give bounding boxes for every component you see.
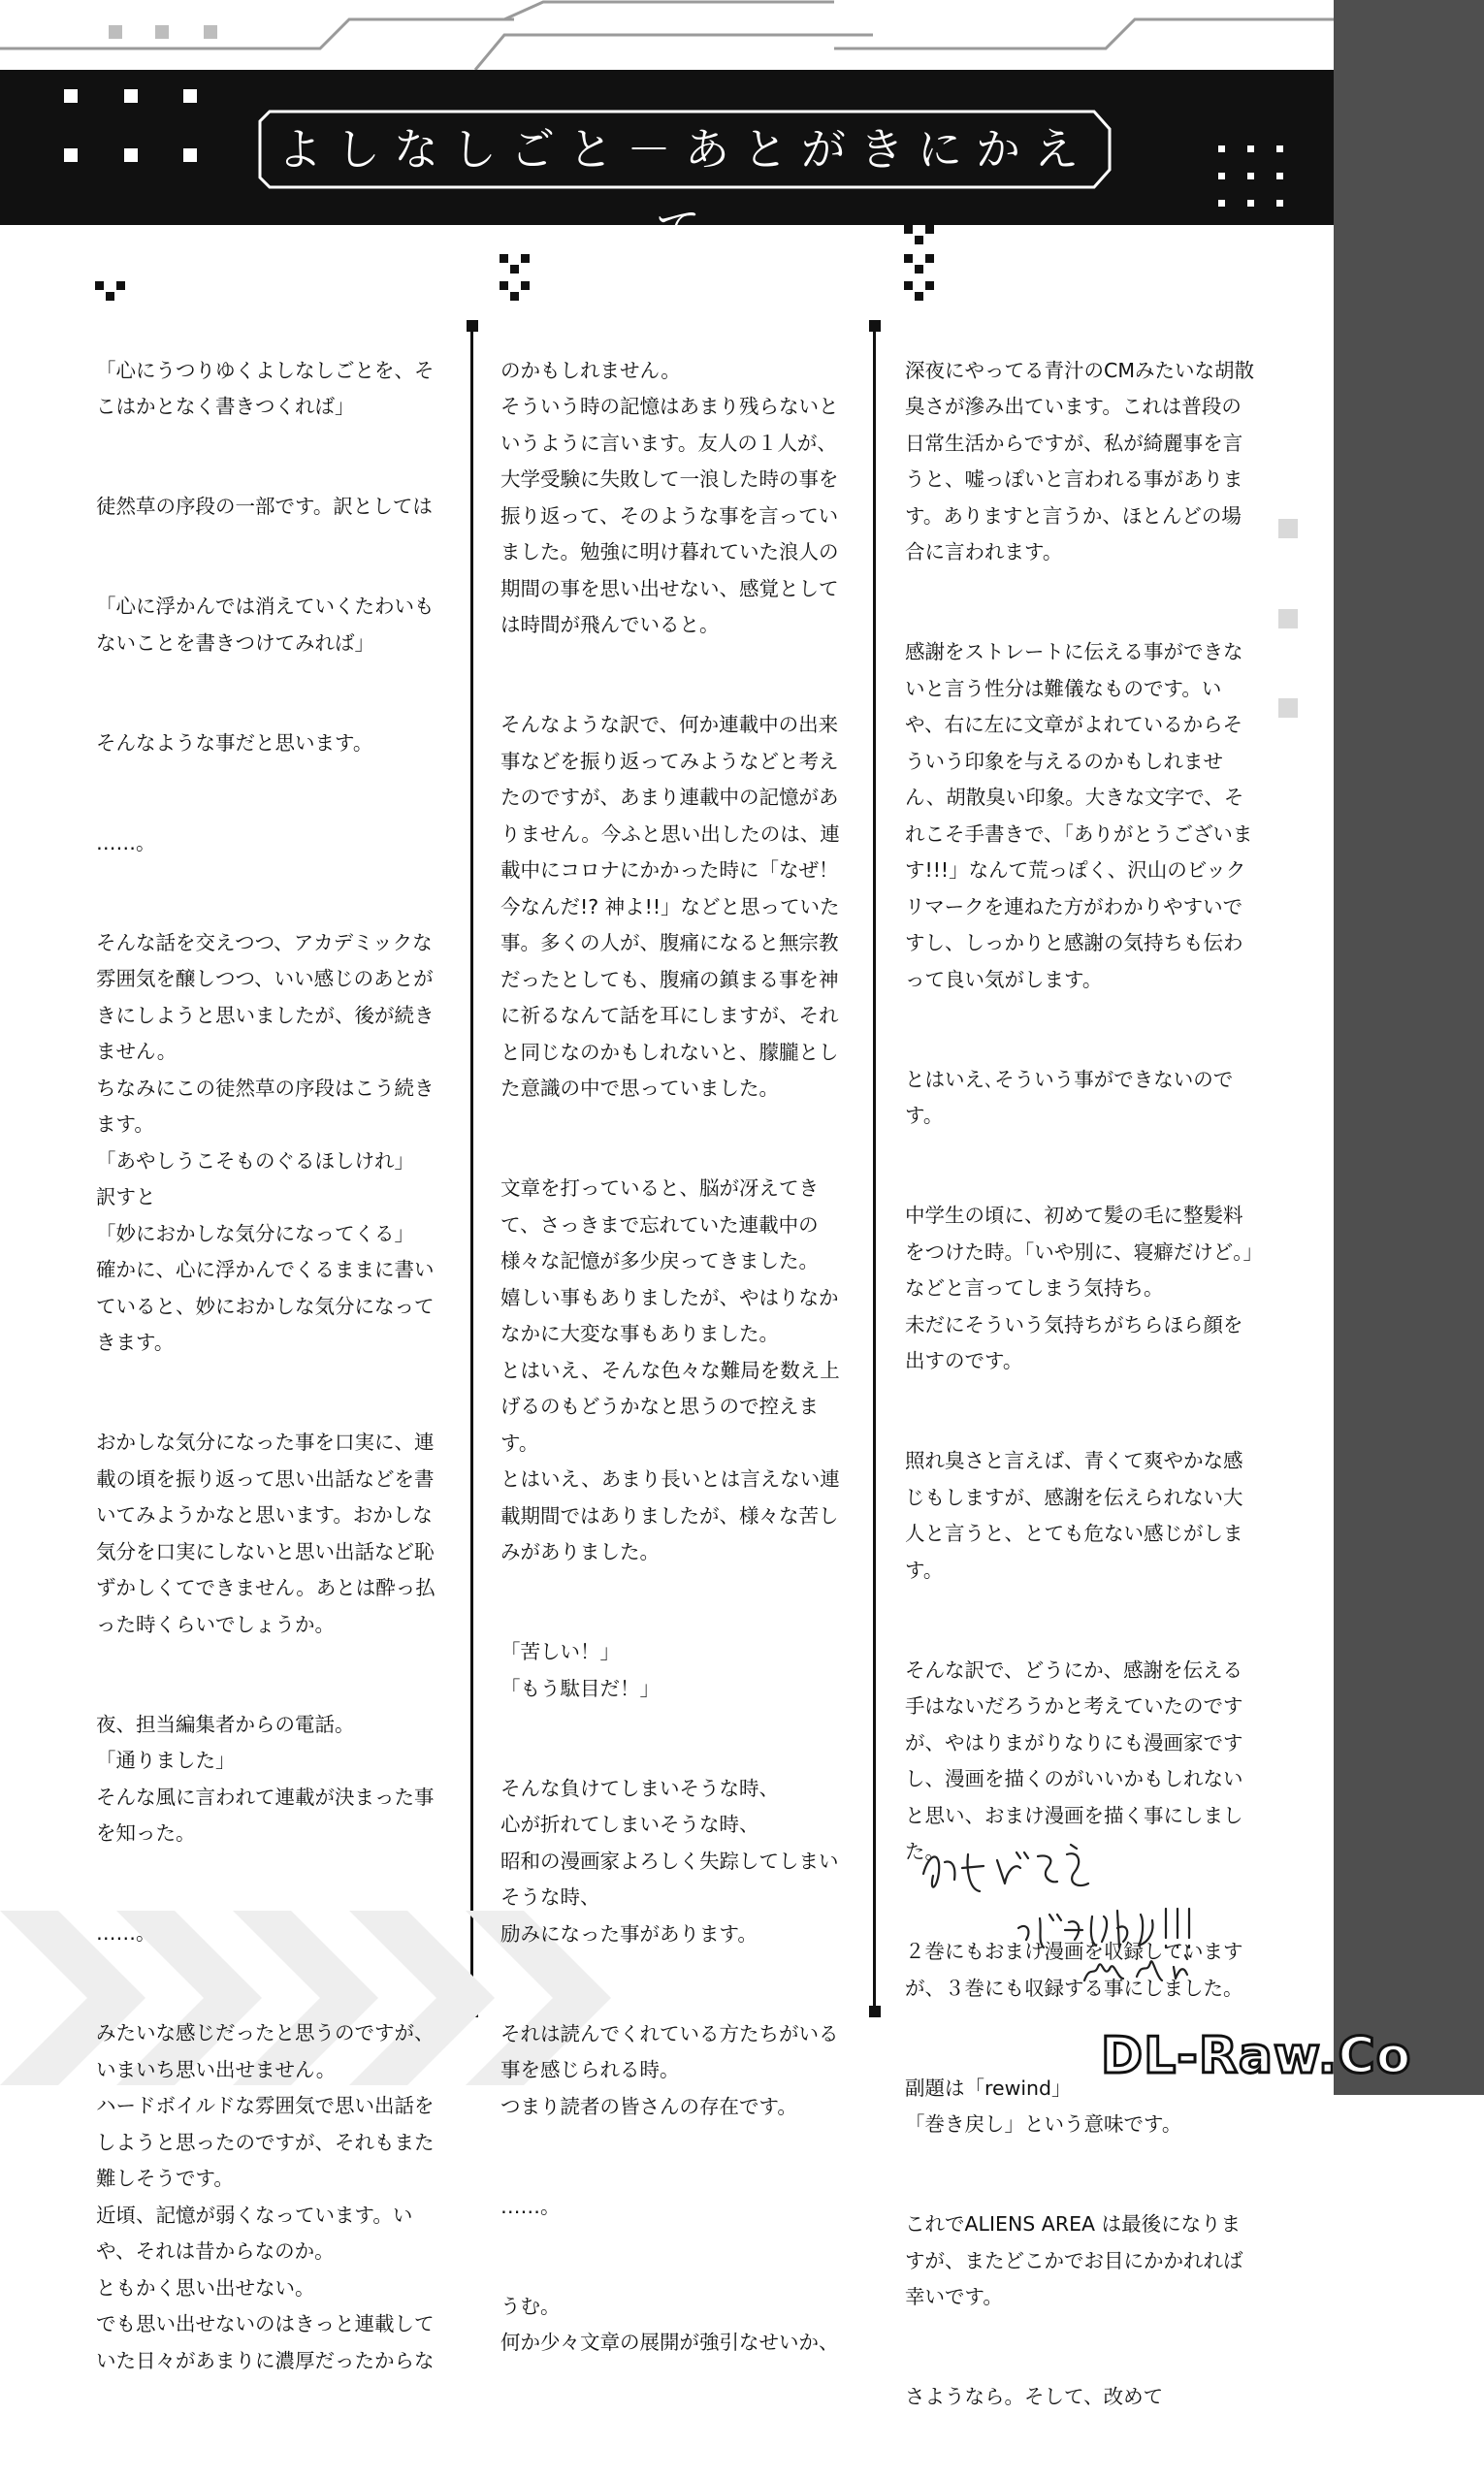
paragraph: 感謝をストレートに伝える事ができないと言う性分は難儀なものです。いや、右に左に文章がよれているからそういう印象を与えるのかもしれません、胡散臭い印象。大きな文字で、それこそ手書きで、「ありがとうございます!!!」なんて荒っぽく、沢山のビックリマークを連ねた方がわかりやすいですし、しっかりと感謝の気持ちも伝わって良い気がします。 [905, 640, 1253, 991]
side-square [1278, 698, 1298, 718]
text-column-2 [500, 316, 850, 2425]
paragraph: そんな訳で、どうにか、感謝を伝える手はないだろうかと考えていたのですが、やはりまがりなりにも漫画家ですし、漫画を描くのがいいかもしれないと思い、おまけ漫画を描く事にしました。 [905, 1658, 1243, 1863]
header-dot [183, 148, 197, 162]
column-marker [904, 225, 937, 248]
paragraph: 文章を打っていると、脳が冴えてきて、さっきまで忘れていた連載中の様々な記憶が多少戻ってきました。 嬉しい事もありましたが、やはりなかなかに大変な事もありました。 とはいえ、そんな色々な難局を数え上げるのもどうかなと思うので控えます。 とはいえ、あまり長いとは言えない連載期間ではありましたが、様々な苦しみがありました。 [500, 1176, 840, 1563]
paragraph: 照れ臭さと言えば、青くて爽やかな感じもしますが、感謝を伝えられない大人と言うと、とても危ない感じがします。 [905, 1449, 1243, 1582]
text-column-3 [905, 316, 1254, 2479]
paragraph: のかもしれません。 そういう時の記憶はあまり残らないというように言います。友人の１人が、大学受験に失敗して一浪した時の事を振り返って、そのような事を言っていました。勉強に明け暮れていた浪人の期間の事を思い出せない、感覚としては時間が飛んでいると。 [500, 358, 839, 636]
handwritten-signature [912, 1833, 1261, 2008]
paragraph: そんなような訳で、何か連載中の出来事などを振り返ってみようなどと考えたのですが、あまり連載中の記憶がありません。今ふと思い出したのは、連載中にコロナにかかった時に「なぜ！ 今なんだ!? 神よ!!」などと思っていた事。多くの人が、腹痛になると無宗教だったとしても、腹痛の鎮まる事を神に祈るなんて話を耳にしますが、それと同じなのかもしれないと、朦朧とした意識の中で思っていました。 [500, 713, 840, 1100]
column-marker [904, 254, 937, 277]
top-circuit-decoration [0, 0, 1334, 78]
header-dot [64, 89, 78, 103]
paragraph: ……。 [96, 1921, 156, 1945]
paragraph: そんな負けてしまいそうな時、 心が折れてしまいそうな時、 昭和の漫画家よろしく失踪してしまいそうな時、 励みになった事があります。 [500, 1776, 839, 1946]
paragraph: 夜、担当編集者からの電話。 「通りました」 そんな風に言われて連載が決まった事を知った。 [96, 1712, 435, 1845]
header-dot-grid [1218, 145, 1286, 213]
header-dot [183, 89, 197, 103]
side-strip [1334, 0, 1484, 2095]
column-marker [500, 254, 532, 277]
column-marker [95, 281, 128, 305]
column-divider [470, 320, 473, 2017]
header-dot [64, 148, 78, 162]
header-dot [124, 148, 138, 162]
paragraph: みたいな感じだったと思うのですが、いまいち思い出せません。 ハードボイルドな雰囲気で思い出話をしようと思ったのですが、それもまた難しそうです。 近頃、記憶が弱くなっています。いや、それは昔からなのか。 ともかく思い出せない。 でも思い出せないのはきっと連載していた日々があまりに濃厚だったからな [96, 2021, 435, 2372]
side-square [1278, 519, 1298, 538]
paragraph: これでALIENS AREA は最後になりますが、またどこかでお目にかかれれば幸いです。 [905, 2212, 1243, 2308]
paragraph: そんなような事だと思います。 [96, 730, 373, 755]
paragraph: 徒然草の序段の一部です。訳としては [96, 495, 433, 518]
paragraph: おかしな気分になった事を口実に、連載の頃を振り返って思い出話などを書いてみようかなと思います。おかしな気分を口実にしないと思い出話など恥ずかしくてできません。あとは酔っ払った時くらいでしょうか。 [96, 1431, 436, 1636]
page-title: よしなしごと－あとがきにかえて [277, 123, 1092, 255]
paragraph: とはいえ､そういう事ができないのです。 [905, 1067, 1234, 1127]
column-divider [873, 320, 876, 2017]
paragraph: ……。 [500, 2194, 561, 2218]
paragraph: それは読んでくれている方たちがいる事を感じられる時。 つまり読者の皆さんの存在です。 [500, 2021, 839, 2118]
paragraph: さようなら。そして、改めて [905, 2385, 1164, 2408]
column-divider-cap [869, 320, 881, 332]
column-marker [500, 281, 532, 305]
column-divider-cap [467, 320, 478, 332]
paragraph: 中学生の頃に、初めて髪の毛に整髪料をつけた時。「いや別に、寝癖だけど。」などと言ってしまう気持ち。 未だにそういう気持ちがちらほら顔を出すのです。 [905, 1204, 1253, 1372]
paragraph: 「苦しい！」 「もう駄目だ！」 [500, 1640, 660, 1700]
watermark: DL-Raw.Co [1101, 2027, 1412, 2085]
side-square [1278, 609, 1298, 628]
paragraph: ……。 [96, 830, 156, 854]
paragraph: 副題は「rewind」 「巻き戻し」という意味です。 [905, 2076, 1182, 2136]
paragraph: 深夜にやってる青汁のCMみたいな胡散臭さが滲み出ています。これは普段の日常生活からですが、私が綺麗事を言うと、嘘っぽいと言われる事があります。ありますと言うか、ほとんどの場合に言われます。 [905, 358, 1255, 563]
paragraph: 「心にうつりゆくよしなしごとを、そこはかとなく書きつくれば」 [96, 358, 435, 418]
paragraph: うむ。 何か少々文章の展開が強引なせいか、 [500, 2294, 839, 2354]
text-column-1 [96, 316, 447, 2443]
paragraph: 「心に浮かんでは消えていくたわいもないことを書きつけてみれば」 [96, 595, 435, 655]
paragraph: ２巻にもおまけ漫画を収録していますが、３巻にも収録する事にしました。 [905, 1940, 1243, 2000]
paragraph: そんな話を交えつつ、アカデミックな雰囲気を醸しつつ、いい感じのあとがきにしようと思いましたが、後が続きません。 ちなみにこの徒然草の序段はこう続きます。 「あやしうこそものぐるほしけれ」 訳すと 「妙におかしな気分になってくる」 確かに、心に浮かんでくるままに書いていると、妙におかしな気分になってきます。 [96, 930, 435, 1354]
column-marker [904, 281, 937, 305]
header-dot [124, 89, 138, 103]
